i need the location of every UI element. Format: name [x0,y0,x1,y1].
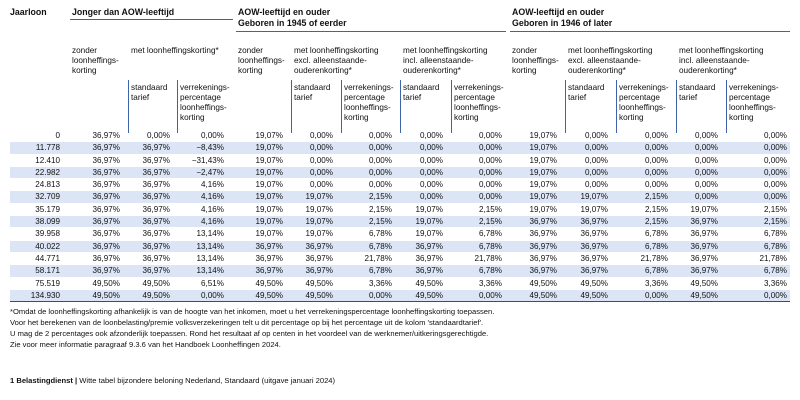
rate-cell: 4,16% [173,179,227,191]
rate-cell: 0,00% [721,154,790,166]
rate-cell: 6,78% [611,228,671,240]
rate-cell: 36,97% [560,228,611,240]
rate-cell: 4,16% [173,191,227,203]
rate-cell: 19,07% [505,142,560,154]
rate-cell: 19,07% [560,203,611,215]
rate-cell: 0,00% [336,289,395,301]
rate-cell: 3,36% [336,277,395,289]
table-row [10,240,790,252]
rate-cell: 3,36% [611,277,671,289]
col-excl-g3-l2: excl. alleenstaande- [568,56,641,65]
rate-cell: 6,78% [446,240,505,252]
jaarloon-cell: 134.930 [10,289,63,301]
col-ver-g2b-l4: korting [454,113,479,122]
rate-cell: 36,97% [63,265,123,277]
col-ver-g2b-l1: verrekenings- [454,83,504,92]
col-ver-g2b-l3: loonheffings- [454,103,501,112]
rate-cell: 0,00% [446,166,505,178]
col-incl-g2-l1: met loonheffingskorting [403,46,488,55]
rate-cell: 2,15% [721,203,790,215]
col-zonder-g1-l3: korting [72,66,97,75]
rate-cell: 36,97% [123,154,173,166]
rate-cell: 19,07% [227,154,286,166]
jaarloon-cell: 22.982 [10,166,63,178]
rate-cell: 19,07% [227,130,286,142]
rate-cell: 4,16% [173,203,227,215]
rate-cell: 49,50% [560,277,611,289]
rate-cell: 49,50% [227,289,286,301]
rate-cell: 0,00% [721,179,790,191]
col-ver-g1-l1: verrekenings- [180,83,230,92]
col-divider [291,80,292,133]
col-header-jaarloon: Jaarloon [10,7,47,17]
col-std-g2b-l1: standaard [403,83,440,92]
col-divider [565,80,566,133]
rate-cell: 0,00% [721,166,790,178]
rate-cell: 0,00% [395,166,446,178]
rate-cell: −31,43% [173,154,227,166]
rate-cell: 49,50% [395,277,446,289]
group-rule-jonger [70,19,233,20]
rate-cell: 36,97% [286,265,336,277]
rate-cell: 36,97% [123,191,173,203]
jaarloon-cell: 35.179 [10,203,63,215]
table-row [10,166,790,178]
footer-doc-title: Witte tabel bijzondere beloning Nederland, Standaard (uitgave januari 2024) [77,376,336,385]
rate-cell: 36,97% [63,179,123,191]
rate-cell: 19,07% [227,191,286,203]
col-divider [726,80,727,133]
rate-cell: −2,47% [173,166,227,178]
rate-cell: 0,00% [671,142,721,154]
footnote-3: U mag de 2 percentages ook afzonderlijk toepassen. Rond het resultaat af op centen in het voordeel van de werknemer/uitkeringsgerechtigde. [10,329,489,338]
rate-cell: 36,97% [671,216,721,228]
rate-cell: 0,00% [286,142,336,154]
rate-cell: 0,00% [721,142,790,154]
table-row [10,252,790,264]
col-incl-g3-l1: met loonheffingskorting [679,46,764,55]
rate-cell: 6,78% [611,240,671,252]
col-ver-g3a-l2: percentage [619,93,660,102]
rate-cell: 6,78% [721,240,790,252]
rate-cell: 19,07% [227,216,286,228]
rate-cell: 2,15% [336,203,395,215]
col-ver-g3a-l4: korting [619,113,644,122]
jaarloon-cell: 40.022 [10,240,63,252]
rate-cell: 36,97% [505,228,560,240]
rate-cell: 36,97% [286,252,336,264]
rate-cell: 36,97% [505,216,560,228]
rate-cell: 36,97% [671,252,721,264]
col-std-g3a-l2: tarief [568,93,587,102]
rate-cell: 3,36% [721,277,790,289]
rate-cell: 49,50% [671,289,721,301]
col-ver-g2a-l3: loonheffings- [344,103,391,112]
rate-cell: 0,00% [336,166,395,178]
rate-cell: 6,78% [336,240,395,252]
table-row [10,130,790,142]
rate-cell: 0,00% [395,179,446,191]
rate-cell: 6,51% [173,277,227,289]
rate-cell: 19,07% [286,191,336,203]
col-zonder-g2-l3: korting [238,66,263,75]
rate-cell: 0,00% [395,142,446,154]
rate-cell: 49,50% [395,289,446,301]
rate-cell: 36,97% [63,203,123,215]
col-excl-g2-l3: ouderenkorting* [294,66,352,75]
rate-cell: 0,00% [721,191,790,203]
table-row [10,154,790,166]
rate-cell: 13,14% [173,265,227,277]
rate-cell: 0,00% [336,142,395,154]
col-divider [400,80,401,133]
rate-cell: 19,07% [227,142,286,154]
rate-cell: 6,78% [721,265,790,277]
col-met-g1: met loonheffingskorting* [131,46,219,55]
col-divider [451,80,452,133]
jaarloon-cell: 44.771 [10,252,63,264]
col-excl-g2-l2: excl. alleenstaande- [294,56,367,65]
rate-cell: 0,00% [560,179,611,191]
rate-cell: 36,97% [123,142,173,154]
rate-cell: 36,97% [63,228,123,240]
group-rule-1946 [510,31,790,32]
rate-cell: 36,97% [63,240,123,252]
rate-cell: 19,07% [227,166,286,178]
jaarloon-cell: 24.813 [10,179,63,191]
rate-cell: 19,07% [505,179,560,191]
rate-cell: 36,97% [123,166,173,178]
rate-cell: 13,14% [173,240,227,252]
rate-cell: 49,50% [123,277,173,289]
rate-cell: 19,07% [505,130,560,142]
rate-cell: 36,97% [123,203,173,215]
rates-table-body [10,130,790,302]
rate-cell: 0,00% [721,289,790,301]
rate-cell: 36,97% [63,216,123,228]
rate-cell: 0,00% [446,154,505,166]
rate-cell: 0,00% [395,130,446,142]
col-zonder-g3-l1: zonder [512,46,538,55]
rate-cell: 6,78% [446,228,505,240]
col-ver-g3b-l4: korting [729,113,754,122]
rate-cell: 36,97% [123,216,173,228]
rate-cell: 21,78% [721,252,790,264]
rate-cell: 36,97% [560,240,611,252]
rate-cell: 36,97% [63,191,123,203]
rate-cell: 19,07% [227,203,286,215]
rate-cell: 0,00% [395,154,446,166]
rate-cell: 0,00% [671,154,721,166]
col-std-g3b-l1: standaard [679,83,716,92]
rate-cell: 0,00% [123,130,173,142]
rate-cell: 36,97% [227,240,286,252]
col-zonder-g1-l1: zonder [72,46,98,55]
rate-cell: 13,14% [173,228,227,240]
group-header-1945-l2: Geboren in 1945 of eerder [238,18,347,28]
rate-cell: 0,00% [560,130,611,142]
jaarloon-cell: 39.958 [10,228,63,240]
rate-cell: 2,15% [611,191,671,203]
rate-cell: 0,00% [446,130,505,142]
col-std-g3a-l1: standaard [568,83,605,92]
col-std-g1-l2: tarief [131,93,150,102]
jaarloon-cell: 75.519 [10,277,63,289]
rate-cell: 0,00% [173,289,227,301]
rate-cell: 19,07% [227,179,286,191]
rate-cell: 0,00% [611,166,671,178]
col-divider [616,80,617,133]
col-ver-g1-l2: percentage [180,93,221,102]
rate-cell: 36,97% [505,265,560,277]
rate-cell: 0,00% [446,179,505,191]
rate-cell: 3,36% [446,277,505,289]
rate-cell: 36,97% [671,228,721,240]
col-ver-g2a-l1: verrekenings- [344,83,394,92]
rate-cell: 4,16% [173,216,227,228]
rate-cell: 49,50% [505,277,560,289]
rate-cell: 2,15% [611,203,671,215]
rate-cell: 36,97% [560,265,611,277]
col-ver-g1-l3: loonheffings- [180,103,227,112]
col-divider [341,80,342,133]
col-zonder-g2-l2: loonheffings- [238,56,285,65]
col-ver-g3b-l1: verrekenings- [729,83,779,92]
jaarloon-cell: 38.099 [10,216,63,228]
rate-cell: 0,00% [446,142,505,154]
rate-cell: 36,97% [63,130,123,142]
col-excl-g3-l1: met loonheffingskorting [568,46,653,55]
footer-brand: 1 Belastingdienst | [10,376,78,385]
rate-cell: 0,00% [173,130,227,142]
rate-cell: 0,00% [611,289,671,301]
col-ver-g2b-l2: percentage [454,93,495,102]
rate-cell: 0,00% [611,130,671,142]
rate-cell: 19,07% [395,203,446,215]
rate-cell: 36,97% [63,142,123,154]
table-row [10,179,790,191]
col-ver-g3a-l3: loonheffings- [619,103,666,112]
col-excl-g2-l1: met loonheffingskorting [294,46,379,55]
footnote-1: *Omdat de loonheffingskorting afhankelijk is van de hoogte van het inkomen, moet u het verrekeningspercentage loonheffingskorting toepassen. [10,307,495,316]
rate-cell: 21,78% [336,252,395,264]
rate-cell: 19,07% [505,203,560,215]
col-ver-g3a-l1: verrekenings- [619,83,669,92]
col-zonder-g2-l1: zonder [238,46,264,55]
rate-cell: 36,97% [123,228,173,240]
rate-cell: 6,78% [446,265,505,277]
rate-cell: 19,07% [227,228,286,240]
rate-cell: 0,00% [671,179,721,191]
rate-cell: 36,97% [671,240,721,252]
rate-cell: 19,07% [286,228,336,240]
rate-cell: 0,00% [286,179,336,191]
rate-cell: 36,97% [671,265,721,277]
rate-cell: 0,00% [560,142,611,154]
col-zonder-g3-l2: loonheffings- [512,56,559,65]
rate-cell: 36,97% [123,252,173,264]
rate-cell: 0,00% [336,179,395,191]
rate-cell: 6,78% [611,265,671,277]
rate-cell: 0,00% [286,130,336,142]
rate-cell: 36,97% [63,252,123,264]
col-std-g2a-l2: tarief [294,93,313,102]
rate-cell: 19,07% [286,216,336,228]
col-incl-g2-l3: ouderenkorting* [403,66,461,75]
rates-table [10,130,790,302]
jaarloon-cell: 11.778 [10,142,63,154]
group-header-1945-l1: AOW-leeftijd en ouder [238,7,331,17]
table-row [10,216,790,228]
col-std-g2b-l2: tarief [403,93,422,102]
rate-cell: 0,00% [286,166,336,178]
rate-cell: 36,97% [123,179,173,191]
table-row [10,265,790,277]
rate-cell: 0,00% [671,130,721,142]
col-divider [676,80,677,133]
rate-cell: 2,15% [336,216,395,228]
group-header-1946-l1: AOW-leeftijd en ouder [512,7,605,17]
rate-cell: 49,50% [63,277,123,289]
rate-cell: 0,00% [560,154,611,166]
rate-cell: 19,07% [505,154,560,166]
rate-cell: 36,97% [123,265,173,277]
rate-cell: 2,15% [721,216,790,228]
rate-cell: 0,00% [611,154,671,166]
rate-cell: 36,97% [395,265,446,277]
col-incl-g3-l3: ouderenkorting* [679,66,737,75]
rate-cell: 21,78% [611,252,671,264]
col-zonder-g3-l3: korting [512,66,537,75]
col-ver-g2a-l4: korting [344,113,369,122]
rate-cell: 36,97% [395,240,446,252]
group-header-jonger: Jonger dan AOW-leeftijd [72,7,175,17]
table-row [10,203,790,215]
col-excl-g3-l3: ouderenkorting* [568,66,626,75]
footnote-2: Voor het berekenen van de loonbelasting/premie volksverzekeringen telt u dit percentage op bij het percentage uit de kolom 'standaardtarief'. [10,318,484,327]
rate-cell: 36,97% [286,240,336,252]
col-std-g1-l1: standaard [131,83,168,92]
rate-cell: 19,07% [395,216,446,228]
col-ver-g3b-l3: loonheffings- [729,103,776,112]
table-row [10,228,790,240]
rate-cell: 49,50% [63,289,123,301]
rate-cell: 49,50% [227,277,286,289]
rate-cell: 6,78% [336,228,395,240]
rate-cell: 0,00% [560,166,611,178]
rate-cell: 36,97% [227,252,286,264]
rate-cell: 0,00% [721,130,790,142]
rate-cell: 36,97% [227,265,286,277]
rate-cell: 19,07% [505,191,560,203]
rate-cell: 6,78% [721,228,790,240]
rate-cell: 0,00% [671,191,721,203]
rate-cell: 19,07% [505,166,560,178]
col-zonder-g1-l2: loonheffings- [72,56,119,65]
col-divider [177,80,178,133]
rate-cell: 49,50% [671,277,721,289]
col-ver-g3b-l2: percentage [729,93,770,102]
rate-cell: 21,78% [446,252,505,264]
rate-cell: 2,15% [446,203,505,215]
rate-cell: 49,50% [123,289,173,301]
rate-cell: 0,00% [611,179,671,191]
rate-cell: 0,00% [611,142,671,154]
table-row [10,277,790,289]
jaarloon-cell: 32.709 [10,191,63,203]
rate-cell: 19,07% [286,203,336,215]
col-incl-g3-l2: incl. alleenstaande- [679,56,750,65]
rate-cell: 0,00% [336,154,395,166]
rate-cell: 19,07% [395,228,446,240]
rate-cell: 0,00% [446,191,505,203]
rate-cell: 0,00% [286,154,336,166]
col-incl-g2-l2: incl. alleenstaande- [403,56,474,65]
rate-cell: 0,00% [395,191,446,203]
rate-cell: −8,43% [173,142,227,154]
jaarloon-cell: 0 [10,130,63,142]
rate-cell: 49,50% [286,289,336,301]
rate-cell: 2,15% [611,216,671,228]
page-footer [10,376,335,385]
rate-cell: 6,78% [336,265,395,277]
table-row [10,142,790,154]
rate-cell: 36,97% [395,252,446,264]
group-rule-1945 [236,31,506,32]
rate-cell: 36,97% [63,166,123,178]
rate-cell: 36,97% [560,216,611,228]
rate-cell: 36,97% [560,252,611,264]
rate-cell: 36,97% [505,240,560,252]
jaarloon-cell: 12.410 [10,154,63,166]
rate-cell: 19,07% [560,191,611,203]
rate-cell: 36,97% [123,240,173,252]
rate-cell: 13,14% [173,252,227,264]
table-row [10,191,790,203]
rate-cell: 36,97% [505,252,560,264]
col-std-g3b-l2: tarief [679,93,698,102]
col-std-g2a-l1: standaard [294,83,331,92]
rate-cell: 36,97% [63,154,123,166]
rate-cell: 49,50% [560,289,611,301]
rate-cell: 0,00% [671,166,721,178]
rate-cell: 2,15% [446,216,505,228]
rate-cell: 49,50% [286,277,336,289]
col-ver-g1-l4: korting [180,113,205,122]
rate-cell: 19,07% [671,203,721,215]
rate-cell: 49,50% [505,289,560,301]
rate-cell: 0,00% [446,289,505,301]
group-header-1946-l2: Geboren in 1946 of later [512,18,613,28]
rate-cell: 2,15% [336,191,395,203]
col-ver-g2a-l2: percentage [344,93,385,102]
col-divider [128,80,129,133]
rate-cell: 0,00% [336,130,395,142]
table-row [10,289,790,301]
footnote-4: Zie voor meer informatie paragraaf 9.3.6 van het Handboek Loonheffingen 2024. [10,340,281,349]
jaarloon-cell: 58.171 [10,265,63,277]
